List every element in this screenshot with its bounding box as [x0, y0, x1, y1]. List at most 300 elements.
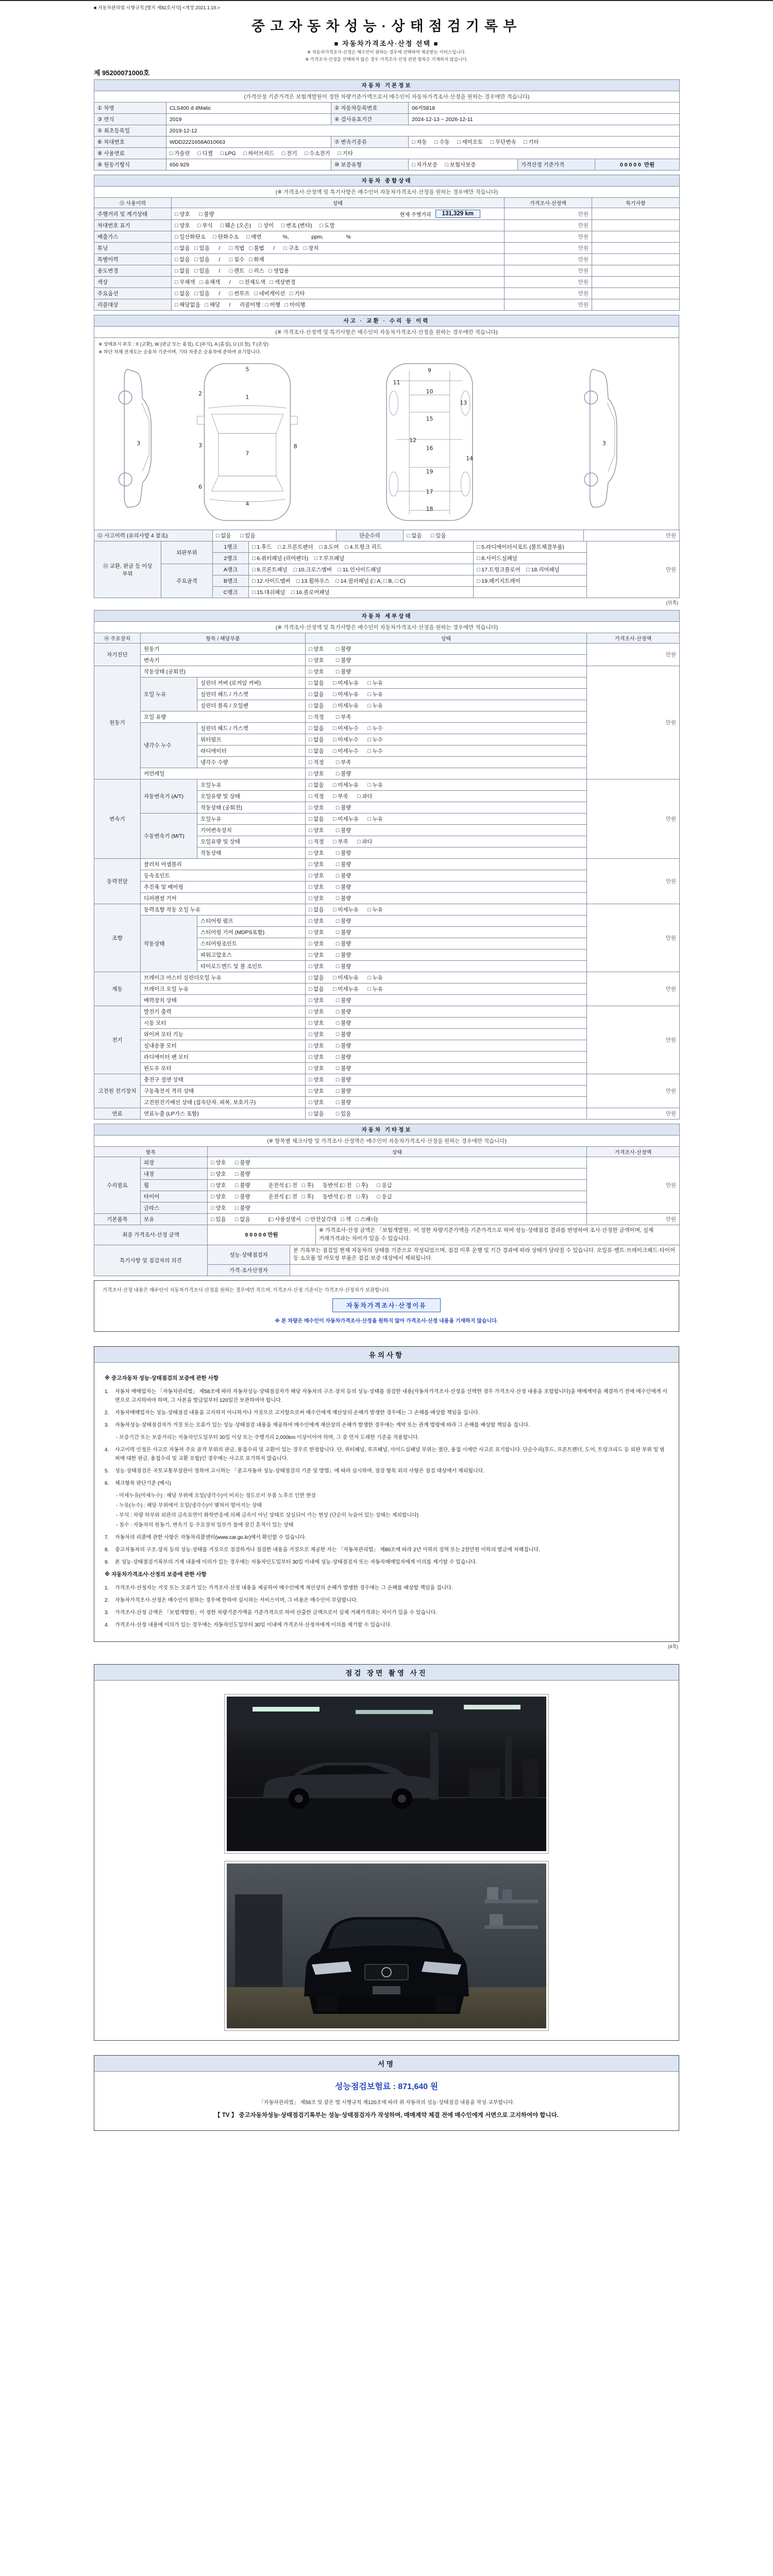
form-title: 중고자동차성능·상태점검기록부	[251, 19, 522, 34]
status-options: □ 양호 □ 불량	[306, 1052, 587, 1063]
panel-options-extra	[474, 587, 587, 598]
notice-text: 자동차 매매업자는 「자동차관리법」 제58조에 따라 자동차성능·상태점검자가 해당 자동차의 구조·장치 등의 성능·상태를 점검한 내용(자동차가격조사·산정을 선택한 경우 가격조사·산정 내용을 포함합니다)을 매매계약을 체결하기 전에 매수인에게 서면으로 고지하여야 하며, 그 사본을 발급일부터 120일간 보관하여야 합니다.	[115, 1388, 667, 1403]
table-row	[94, 288, 680, 299]
signature-legal-text: 「자동차관리법」 제58조 및 같은 법 시행규칙 제120조에 따라 위 자동차의 성능·상태점검 내용을 작성·교부합니다.	[258, 2099, 515, 2106]
panel-number: 3	[602, 439, 606, 447]
rank-label: C랭크	[213, 587, 249, 598]
item-label: 오일유량 및 상태	[197, 791, 306, 802]
item-label: 스티어링 펌프	[197, 916, 306, 927]
section-note-row	[94, 187, 680, 198]
overall-status-table	[94, 175, 680, 311]
device-label: 변속기	[94, 779, 141, 859]
notice-number: 4.	[105, 1447, 109, 1453]
item-label: 타이로드엔드 및 볼 조인트	[197, 961, 306, 972]
status-flex	[175, 210, 501, 218]
remark-cell	[592, 288, 680, 299]
notice-number: 6.	[105, 1480, 109, 1486]
item-label: 내장	[141, 1168, 208, 1180]
item-label: 글라스	[141, 1202, 208, 1214]
field-value: 06저5818	[409, 103, 680, 114]
price-cell: 만원	[587, 859, 680, 904]
price-reason-statement: ※ 본 차량은 매수인이 자동차가격조사·산정을 원하지 않아 가격조사·산정 내용을 기재하지 않습니다.	[275, 1318, 498, 1324]
panel-number: 6	[198, 483, 203, 490]
notice-text: 가격조사·산정자는 거짓 또는 오류가 있는 가격조사·산정 내용을 제공하여 매수인에게 재산상의 손해가 발생한 경우에는 그 손해를 배상할 책임을 집니다.	[115, 1585, 453, 1591]
field-value: 2019-12-12	[166, 125, 680, 137]
status-options: □ 양호 □ 불량	[306, 655, 587, 666]
rank-label: B랭크	[213, 575, 249, 587]
section-title-other: 자동차 기타정보	[94, 1124, 680, 1136]
status-options: □ 없음 □ 미세누유 □ 누유	[306, 677, 587, 689]
price-cell: 만원	[505, 208, 592, 220]
status-options: □ 양호 □ 불량	[306, 768, 587, 779]
field-value: WDD2221658A010663	[166, 137, 331, 148]
item-label: 시동 모터	[141, 1018, 306, 1029]
item-label: 발전기 출력	[141, 1006, 306, 1018]
basic-info-row	[94, 103, 680, 114]
inspection-photo-frame-1	[224, 1694, 549, 1854]
diagram-cell	[94, 338, 679, 530]
final-price-table	[94, 1225, 680, 1245]
price-cell: 만원	[505, 220, 592, 231]
field-label: ⑥ 차대번호	[94, 137, 166, 148]
exchange-label: ⑬ 교환, 판금 등 이상 부위	[94, 541, 161, 598]
examiner-comment: 본 기록부는 점검일 현재 자동차의 상태를 기준으로 작성되었으며, 점검 이후 운행 및 기간 경과에 따라 상태가 달라질 수 있습니다. 오일류·벨트·브레이크패드·타이어 등 소모품 및 마모성 부품은 점검·보증 대상에서 제외됩니다.	[290, 1245, 680, 1265]
device-label: 고전원 전기장치	[94, 1074, 141, 1108]
inspection-photo-workshop	[227, 1697, 546, 1851]
sub-group-label: 냉각수 누수	[141, 723, 197, 768]
panel-number: 4	[245, 500, 249, 507]
remark-cell	[592, 231, 680, 243]
notice-subitem: - 누유(누수) : 해당 부위에서 오일(냉각수)이 맺혀서 떨어지는 상태	[116, 1502, 262, 1509]
signature-title: 서명	[94, 2056, 679, 2072]
status-options: □ 양호 □ 불량	[208, 1168, 587, 1180]
notices-section1-title: ※ 중고자동차 성능·상태점검의 보증에 관한 사항	[105, 1375, 219, 1381]
notice-item	[105, 1421, 668, 1430]
item-label: 클러치 어셈블리	[141, 859, 306, 870]
notice-subitem: - 부식 : 차량 하부와 외판의 금속표면이 화학반응에 의해 금속이 아닌 상태로 상실되어 가는 현상 (단순히 녹슬어 있는 상태는 제외합니다)	[116, 1512, 419, 1518]
opinions-label: 특기사항 및 점검자의 의견	[94, 1245, 208, 1276]
inspection-photo-frame-2	[224, 1861, 549, 2031]
table-row	[94, 299, 680, 311]
price-cell: 만원	[505, 277, 592, 288]
item-label: 실내송풍 모터	[141, 1040, 306, 1052]
panel-group-label: 주요골격	[161, 564, 213, 598]
notices-list-2	[105, 1584, 668, 1630]
table-row	[94, 265, 680, 277]
panel-options: □ 1.후드 □ 2.프론트펜더 □ 3.도어 □ 4.트렁크 리드	[249, 541, 474, 553]
price-cell: 만원	[587, 666, 680, 779]
diagram-numbers	[137, 366, 606, 513]
table-row	[94, 231, 680, 243]
photos-section	[94, 1664, 679, 2041]
field-value: □ 자동 □ 수동 □ 세미오토 □ 무단변속 □ 기타	[409, 137, 680, 148]
car-side-view-right	[584, 369, 617, 507]
status-options: □ 양호 □ 불량	[306, 1040, 587, 1052]
remark-cell	[592, 243, 680, 254]
panel-number: 17	[426, 488, 433, 496]
field-value: 2024-12-13 ~ 2026-12-11	[409, 114, 680, 125]
section-note-row	[94, 1136, 680, 1147]
section-header-row	[94, 611, 680, 622]
notice-text: 자동차의 리콜에 관한 사항은 자동차리콜센터(www.car.go.kr)에서 확인할 수 있습니다.	[115, 1534, 307, 1540]
status-options: □ 없음 □ 미세누유 □ 누유	[306, 689, 587, 700]
col-header-remark: 특기사항	[592, 198, 680, 208]
notice-item	[105, 1584, 668, 1592]
item-label: 오일누유	[197, 779, 306, 791]
col-header-item: 항목 / 해당부품	[141, 633, 306, 643]
status-options: □ 양호 □ 불량	[306, 938, 587, 950]
price-reason-box	[94, 1280, 679, 1332]
panel-number: 2	[198, 390, 203, 397]
regulation-note: ■ 자동차관리법 시행규칙 [별지 제82호서식] <개정 2021.1.19.>	[94, 5, 220, 10]
item-label: 디퍼렌셜 기어	[141, 893, 306, 904]
notice-text: 중고자동차의 구조·장치 등의 성능·상태를 거짓으로 점검하거나 점검한 내용을 거짓으로 제공한 자는 「자동차관리법」 제80조에 따라 2년 이하의 징역 또는 2천만원 이하의 벌금에 처해집니다.	[115, 1547, 540, 1553]
item-label: 스티어링 기어 (MDPS포함)	[197, 927, 306, 938]
field-label: ③ 연식	[94, 114, 166, 125]
price-cell: 만원	[505, 231, 592, 243]
panel-number: 18	[426, 505, 433, 513]
row-label: 주요옵션	[94, 288, 172, 299]
notice-item	[105, 1621, 668, 1630]
panel-group-label: 외판부위	[161, 541, 213, 564]
car-underbody-view	[386, 364, 473, 520]
item-label: 파워고압호스	[197, 950, 306, 961]
status-options: □ 양호 □ 불량	[306, 927, 587, 938]
notice-item	[105, 1467, 668, 1476]
remark-cell	[592, 254, 680, 265]
final-price-note: ※ 가격조사·산정 금액은 「보험개발원」이 정한 차량기준가액을 기준가격으로 하여 성능·상태점검 결과를 반영하여 조사·산정한 금액이며, 실제 거래가격과는 차이가 있을 수 있습니다.	[316, 1225, 680, 1245]
status-options: □ 없음 □ 있음	[306, 1108, 587, 1120]
status-options: □ 양호 □ 불량	[208, 1157, 587, 1168]
item-label: 변속기	[141, 655, 306, 666]
detail-status-table	[94, 610, 680, 1120]
status-options: □ 양호 □ 불량	[306, 1097, 587, 1108]
notice-number: 4.	[105, 1622, 109, 1628]
item-label: 구동축전지 격리 상태	[141, 1086, 306, 1097]
status-options: □ 일산화탄소 □ 탄화수소 □ 매연 %, ppm, %	[172, 231, 505, 243]
rank-label: 1랭크	[213, 541, 249, 553]
status-options: □ 양호 □ 불량	[306, 950, 587, 961]
item-label: 등속조인트	[141, 870, 306, 882]
item-label: 커먼레일	[141, 768, 306, 779]
remark-cell	[592, 265, 680, 277]
row-label: 특별이력	[94, 254, 172, 265]
accident-history-table	[94, 530, 680, 541]
panel-number: 13	[460, 399, 467, 406]
col-header-status: 상태	[306, 633, 587, 643]
section-note-row	[94, 327, 679, 338]
current-mileage-label: 현재 주행거리	[399, 212, 431, 218]
item-label: 라디에이터	[197, 745, 306, 757]
status-options: □ 있음 □ 없음 (□ 사용설명서 □ 안전삼각대 □ 잭 □ 스패너)	[208, 1214, 587, 1225]
item-label: 원동기	[141, 643, 306, 655]
section-note-accident: (※ 가격조사·산정액 및 특기사항은 매수인이 자동차가격조사·산정을 원하는 경우에만 적습니다)	[94, 327, 679, 338]
notice-item	[105, 1596, 668, 1605]
field-value: □ 자가보증 □ 보험사보증	[409, 159, 518, 171]
panel-options-extra: □ 5.라디에이터서포트 (볼트체결부품)	[474, 541, 587, 553]
car-top-view	[197, 364, 297, 520]
panel-number: 9	[428, 367, 431, 374]
col-header-status: 상태	[208, 1147, 587, 1157]
device-label: 조향	[94, 904, 141, 972]
item-label: 워터펌프	[197, 734, 306, 745]
panel-options: □ 6.쿼터패널 (리어펜더) □ 7.루프패널	[249, 553, 474, 564]
notice-text: 체크항목 판단기준 (예시)	[115, 1480, 171, 1486]
section-note-overall: (※ 가격조사·산정액 및 특기사항은 매수인이 자동차가격조사·산정을 원하는 경우에만 적습니다)	[94, 187, 680, 198]
diagram-row	[94, 338, 679, 530]
price-cell: 만원	[587, 904, 680, 972]
status-options: □ 양호 □ 불량	[306, 666, 587, 677]
status-options: □ 양호 □ 불량	[306, 893, 587, 904]
status-options: □ 없음 □ 미세누유 □ 누유	[306, 984, 587, 995]
section-note-row	[94, 622, 680, 633]
item-label: 연료누출 (LP가스 포함)	[141, 1108, 306, 1120]
exchange-panel-table	[94, 541, 680, 598]
price-cell: 만원	[587, 1074, 680, 1108]
panel-number: 11	[393, 379, 400, 386]
price-cell: 만원	[505, 299, 592, 311]
table-row	[94, 220, 680, 231]
status-options: □ 양호 □ 불량	[306, 643, 587, 655]
sub-group-label: 수동변속기 (M/T)	[141, 814, 197, 859]
status-options: □ 양호 □ 불량	[306, 916, 587, 927]
document-number: 제 95200071000호	[94, 69, 150, 77]
panel-options-extra: □ 17.트렁크플로어 □ 18.리어패널	[474, 564, 587, 575]
item-label: 실린더 헤드 / 가스켓	[197, 723, 306, 734]
panel-options: □ 15.대쉬패널 □ 16.플로어패널	[249, 587, 474, 598]
status-options: □ 양호 □ 불량	[306, 859, 587, 870]
notice-text: 자동차가격조사·산정은 매수인이 원하는 경우에 한하여 실시하는 서비스이며, 그 비용은 매수인이 부담합니다.	[115, 1597, 358, 1603]
notices-body	[94, 1363, 679, 1641]
status-options: □ 양호 □ 불량	[306, 882, 587, 893]
signature-note: 【 TV 】 중고자동차성능·상태점검기록부는 성능·상태점검자가 작성하며, 매매계약 체결 전에 매수인에게 서면으로 고지하여야 합니다.	[214, 2112, 559, 2119]
notices-box	[94, 1346, 679, 1642]
panel-number: 3	[137, 439, 141, 447]
section-header-row	[94, 1124, 680, 1136]
item-label: 냉각수 수량	[197, 757, 306, 768]
status-options: □ 없음 □ 있음 / □ 썬루프 □ 네비게이션 □ 기타	[172, 288, 505, 299]
field-label: ① 차명	[94, 103, 166, 114]
item-label: 윈도우 모터	[141, 1063, 306, 1074]
table-row	[94, 779, 680, 791]
price-cell: 만원	[505, 265, 592, 277]
final-price-label: 최종 가격조사·산정 금액	[94, 1225, 208, 1245]
section-title-overall: 자동차 종합상태	[94, 175, 680, 187]
item-label: 고전원전기배선 상태 (접속단자, 피복, 보호기구)	[141, 1097, 306, 1108]
status-options: □ 없음 □ 미세누유 □ 누유	[306, 814, 587, 825]
page-marker-back: (뒤쪽)	[666, 600, 678, 605]
notices-list-1	[105, 1387, 668, 1567]
item-label: 배력장치 상태	[141, 995, 306, 1006]
item-label: 작동상태 (공회전)	[197, 802, 306, 814]
notice-number: 3.	[105, 1422, 109, 1428]
status-options: □ 없음 □ 있음 / □ 렌트 □ 리스 □ 영업용	[172, 265, 505, 277]
table-row	[94, 972, 680, 984]
table-row	[94, 904, 680, 916]
basic-info-row	[94, 137, 680, 148]
panel-number: 16	[426, 445, 433, 452]
notice-text: 사고이력 인정은 사고로 자동차 주요 골격 부위의 판금, 용접수리 및 교환이 있는 경우로 한정합니다. 단, 쿼터패널, 루프패널, 사이드실패널 부위는 절단, 용접 시에만 사고로 표기합니다. 단순수리(후드, 프론트펜더, 도어, 트렁크리드 등 외판 부위 및 범퍼에 대한 판금, 용접수리 및 교환 포함)인 경우에는 사고로 표기하지 않습니다.	[115, 1447, 665, 1462]
notice-item	[105, 1387, 668, 1405]
status-options: □ 적정 □ 부족	[306, 757, 587, 768]
current-mileage-value: 131,329 km	[435, 210, 480, 218]
panel-options: □ 12.사이드멤버 □ 13.휠하우스 □ 14.필러패널 (□ A, □ B, □ C)	[249, 575, 474, 587]
sub-group-label: 작동상태	[141, 916, 197, 972]
status-options: □ 양호 □ 불량	[306, 848, 587, 859]
price-cell: 만원	[587, 1108, 680, 1120]
status-options: □ 양호 □ 불량	[306, 1029, 587, 1040]
table-row	[94, 208, 680, 220]
panel-number: 10	[426, 388, 433, 395]
signature-section	[94, 2055, 679, 2131]
remark-cell	[592, 220, 680, 231]
price-reason-title: 자동차가격조사·산정이유	[332, 1298, 441, 1312]
section-note-basic: (가격산정 기준가격은 보험개발원이 정한 차량기준가액으로서 매수인이 자동차가격조사·산정을 원하는 경우에만 적습니다)	[94, 91, 680, 103]
panel-options: □ 9.프론트패널 □ 10.크로스멤버 □ 11.인사이드패널	[249, 564, 474, 575]
status-options: □ 양호 □ 불량	[306, 961, 587, 972]
notice-item	[105, 1446, 668, 1463]
item-label: 추진축 및 베어링	[141, 882, 306, 893]
price-cell: 만원	[587, 541, 680, 598]
notice-number: 5.	[105, 1468, 109, 1474]
price-cell: 만원	[505, 254, 592, 265]
table-row	[94, 1245, 680, 1265]
col-header-device: ⑭ 주요장치	[94, 633, 141, 643]
table-row	[94, 643, 680, 655]
page-marker-4: (4쪽)	[668, 1643, 678, 1649]
item-label: 오일유량 및 상태	[197, 836, 306, 848]
table-row	[94, 1157, 680, 1168]
table-row	[94, 1074, 680, 1086]
field-label: ④ 검사유효기간	[331, 114, 409, 125]
price-cell: 만원	[505, 243, 592, 254]
status-options: □ 양호 □ 불량	[208, 1202, 587, 1214]
item-label: 타이어	[141, 1191, 208, 1202]
group-label: 기본품목	[94, 1214, 141, 1225]
column-header-row	[94, 198, 680, 208]
status-options: □ 양호 □ 불량	[306, 1074, 587, 1086]
photos-body	[94, 1681, 679, 2040]
table-row	[94, 1108, 680, 1120]
status-options: □ 없음 □ 미세누수 □ 누수	[306, 723, 587, 734]
status-options: □ 양호 □ 불량	[306, 802, 587, 814]
rank-label: A랭크	[213, 564, 249, 575]
status-options: □ 양호 □ 불량	[306, 1063, 587, 1074]
notice-text: 가격조사·산정 금액은 「보험개발원」이 정한 차량기준가액을 기준가격으로 하여 산출한 금액으로서 실제 거래가격과는 차이가 있을 수 있습니다.	[115, 1609, 438, 1616]
basic-info-row	[94, 114, 680, 125]
panel-options-extra: □ 8.사이드실패널	[474, 553, 587, 564]
table-row	[94, 243, 680, 254]
field-label: ⑦ 변속기종류	[331, 137, 409, 148]
price-cell: 만원	[584, 530, 680, 541]
field-label: ⑧ 사용연료	[94, 148, 166, 159]
item-label: 보유	[141, 1214, 208, 1225]
item-label: 와이퍼 모터 기능	[141, 1029, 306, 1040]
basic-info-row	[94, 148, 680, 159]
section-header-row	[94, 80, 680, 91]
row-label: 배출가스	[94, 231, 172, 243]
remark-cell	[592, 208, 680, 220]
col-header-price: 가격조사·산정액	[587, 633, 680, 643]
diagram-legend-1: ※ 상태표시 부호 : X (교환), W (판금 또는 용접), C (부식), A (흠집), U (요철), T (손상)	[98, 342, 268, 347]
panel-number: 12	[409, 437, 416, 444]
item-label: 휠	[141, 1180, 208, 1191]
accident-history-label: ⑫ 사고이력 (유의사항 4 참조)	[94, 530, 213, 541]
field-label: ⑤ 최초등록일	[94, 125, 166, 137]
sub-group-label: 자동변속기 (A/T)	[141, 779, 197, 814]
device-label: 자기진단	[94, 643, 141, 666]
item-label: 브레이크 마스터 실린더오일 누유	[141, 972, 306, 984]
current-mileage	[400, 210, 480, 218]
table-row	[94, 1006, 680, 1018]
insurance-fee: 성능점검보험료 : 871,640 원	[334, 2082, 439, 2091]
row-label: 주행거리 및 계기상태	[94, 208, 172, 220]
examiner-comment	[290, 1265, 680, 1276]
price-cell: 만원	[587, 643, 680, 666]
simple-repair-options: □ 없음 □ 있음	[404, 530, 584, 541]
sub-group-label: 오일 누유	[141, 677, 197, 711]
form-sheet	[94, 1, 679, 2131]
panel-number: 3	[198, 442, 203, 449]
notice-number: 2.	[105, 1597, 109, 1603]
basic-info-row	[94, 159, 680, 171]
row-label: 차대번호 표기	[94, 220, 172, 231]
table-row	[94, 277, 680, 288]
col-header-price: 가격조사·산정액	[505, 198, 592, 208]
table-row	[94, 1225, 680, 1245]
notice-subitem: - 침수 : 자동차의 원동기, 변속기 등 주요장치 일부가 물에 잠긴 흔적이 있는 상태	[116, 1522, 294, 1528]
section-title-basic: 자동차 기본정보	[94, 80, 680, 91]
item-label: 외장	[141, 1157, 208, 1168]
field-value: 2019	[166, 114, 331, 125]
status-options: □ 양호 □ 부식 □ 훼손 (오손) □ 상이 □ 변조 (변타) □ 도말	[172, 220, 505, 231]
status-options: □ 양호 □ 불량	[306, 995, 587, 1006]
form-subtitle-note-1: ※ 자동차가격조사·산정은 매수인이 원하는 경우에 선택하여 제공받는 서비스입니다.	[307, 49, 466, 55]
accident-section-table	[94, 315, 679, 530]
col-header-price: 가격조사·산정액	[587, 1147, 680, 1157]
status-options: □ 없음 □ 미세누유 □ 누유	[306, 972, 587, 984]
status-options: □ 적정 □ 부족 □ 과다	[306, 836, 587, 848]
notice-number: 7.	[105, 1534, 109, 1540]
status-options: □ 양호 □ 불량	[306, 870, 587, 882]
status-options: □ 없음 □ 미세누유 □ 누유	[306, 779, 587, 791]
item-label: 동력조향 작동 오일 누유	[141, 904, 306, 916]
panel-number: 1	[245, 394, 249, 401]
device-label: 전기	[94, 1006, 141, 1074]
col-header-status: 상태	[172, 198, 505, 208]
notice-item	[105, 1533, 668, 1542]
section-note-other: (※ 항목별 체크사항 및 가격조사·산정액은 매수인이 자동차가격조사·산정을 원하는 경우에만 적습니다)	[94, 1136, 680, 1147]
notice-text: 본 성능·상태점검기록부의 기재 내용에 이의가 있는 경우에는 자동차인도일부터 30일 이내에 성능·상태점검자 또는 자동차매매업자에게 이의를 제기할 수 있습니다.	[115, 1559, 477, 1565]
other-info-table	[94, 1124, 680, 1225]
panel-number: 19	[426, 468, 433, 475]
status-options: □ 양호 □ 불량 운전석 (□ 전 □ 후) 동반석 (□ 전 □ 후) □ 응급	[208, 1180, 587, 1191]
section-title-accident: 사고 · 교환 · 수리 등 이력	[94, 315, 679, 327]
row-label: 리콜대상	[94, 299, 172, 311]
notice-text: 자동차성능·상태점검자가 거짓 또는 오류가 있는 성능·상태점검 내용을 제공하여 매수인에게 재산상의 손해가 발생한 경우에는 계약 또는 관계 법령에 따라 그 손해를 배상할 책임을 집니다.	[115, 1422, 530, 1428]
status-options: □ 없음 □ 미세누수 □ 누수	[306, 734, 587, 745]
section-header-row	[94, 175, 680, 187]
table-row	[94, 859, 680, 870]
notice-text: 자동차매매업자는 성능·상태점검 내용을 고지하지 아니하거나 거짓으로 고지함으로써 매수인에게 재산상의 손해가 발생한 경우에는 그 손해를 배상할 책임을 집니다.	[115, 1410, 480, 1416]
item-label: 실린더 블록 / 오일팬	[197, 700, 306, 711]
basic-info-table	[94, 79, 680, 171]
row-label: 용도변경	[94, 265, 172, 277]
item-label: 오일 유량	[141, 711, 306, 723]
notice-item	[105, 1608, 668, 1617]
item-label: 라디에이터 팬 모터	[141, 1052, 306, 1063]
notice-number: 9.	[105, 1559, 109, 1565]
